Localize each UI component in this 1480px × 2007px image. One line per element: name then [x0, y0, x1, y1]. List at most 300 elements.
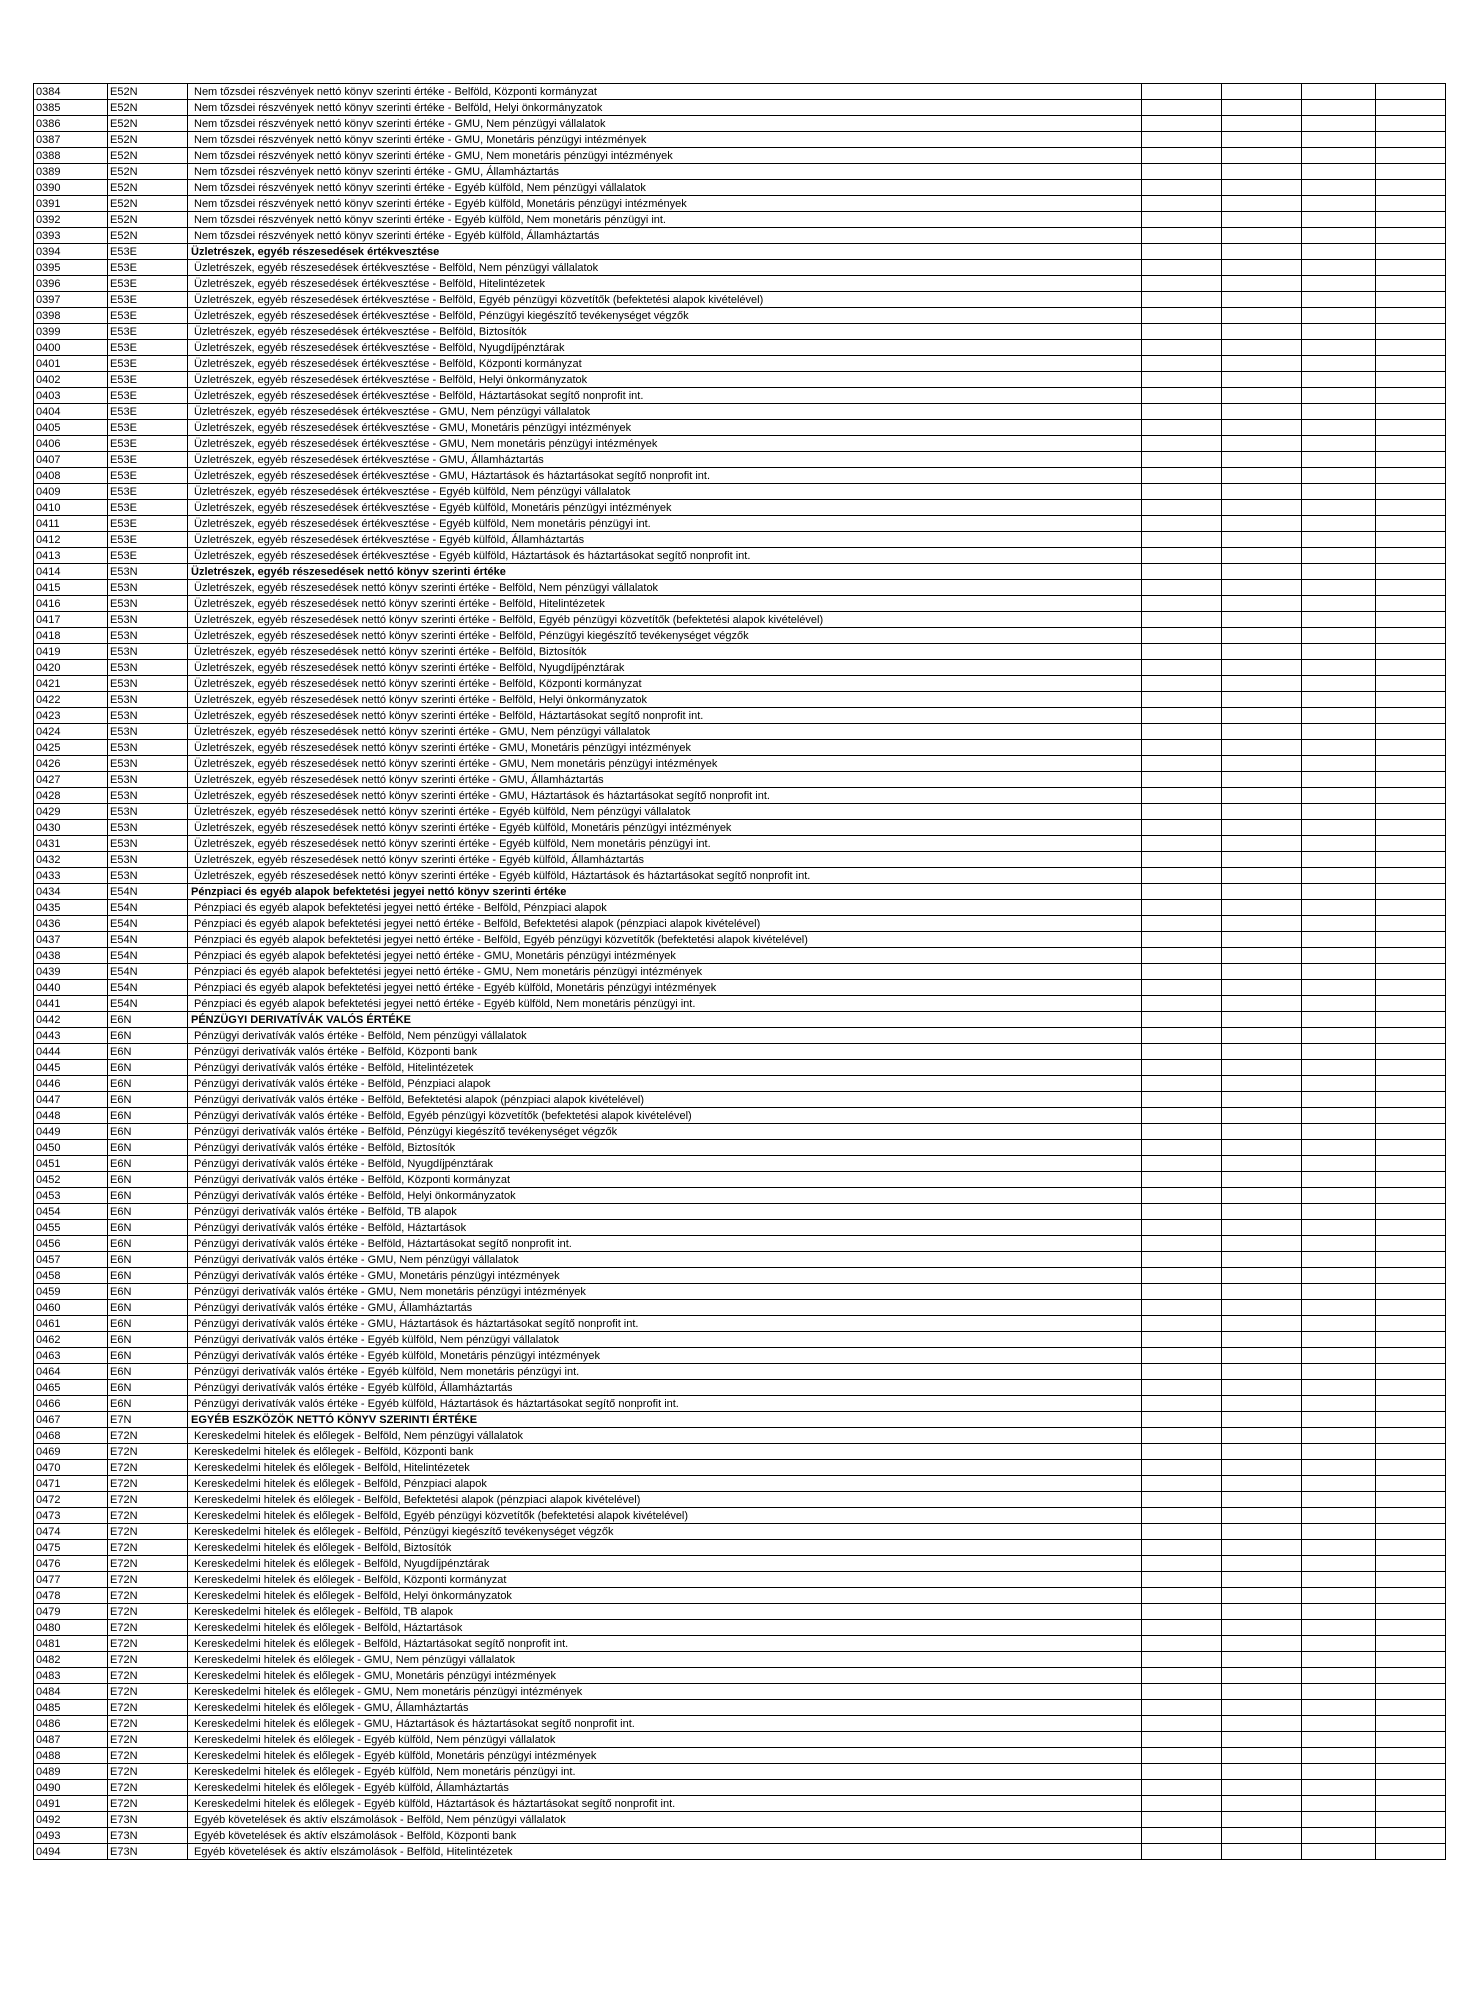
row-number: 0408	[34, 468, 108, 484]
value-cell	[1222, 564, 1302, 580]
value-cell	[1222, 548, 1302, 564]
row-code: E53N	[108, 724, 188, 740]
value-cell	[1222, 180, 1302, 196]
value-cell	[1302, 196, 1376, 212]
row-description: Pénzügyi derivatívák valós értéke - GMU, Nem monetáris pénzügyi intézmények	[188, 1284, 1142, 1300]
value-cell	[1142, 1732, 1222, 1748]
value-cell	[1302, 1684, 1376, 1700]
value-cell	[1302, 1380, 1376, 1396]
row-description: Üzletrészek, egyéb részesedések értékvesztése - Egyéb külföld, Nem pénzügyi vállalatok	[188, 484, 1142, 500]
value-cell	[1222, 228, 1302, 244]
value-cell	[1142, 1300, 1222, 1316]
value-cell	[1302, 756, 1376, 772]
table-row	[34, 420, 1446, 436]
value-cell	[1142, 228, 1222, 244]
row-number: 0459	[34, 1284, 108, 1300]
value-cell	[1302, 1732, 1376, 1748]
value-cell	[1376, 500, 1446, 516]
value-cell	[1376, 564, 1446, 580]
value-cell	[1142, 1844, 1222, 1860]
value-cell	[1376, 1220, 1446, 1236]
table-row	[34, 1188, 1446, 1204]
row-code: E53E	[108, 484, 188, 500]
row-description: Üzletrészek, egyéb részesedések nettó könyv szerinti értéke - Belföld, Nem pénzügyi vállalatok	[188, 580, 1142, 596]
value-cell	[1142, 1332, 1222, 1348]
row-description: Üzletrészek, egyéb részesedések értékvesztése - Belföld, Központi kormányzat	[188, 356, 1142, 372]
row-number: 0436	[34, 916, 108, 932]
value-cell	[1142, 372, 1222, 388]
value-cell	[1302, 644, 1376, 660]
table-row	[34, 468, 1446, 484]
value-cell	[1376, 900, 1446, 916]
value-cell	[1142, 772, 1222, 788]
value-cell	[1142, 1796, 1222, 1812]
value-cell	[1142, 1508, 1222, 1524]
table-row	[34, 1796, 1446, 1812]
row-description: Üzletrészek, egyéb részesedések értékvesztése - Belföld, Hitelintézetek	[188, 276, 1142, 292]
value-cell	[1142, 196, 1222, 212]
value-cell	[1302, 1012, 1376, 1028]
row-number: 0402	[34, 372, 108, 388]
row-code: E6N	[108, 1012, 188, 1028]
row-code: E53N	[108, 644, 188, 660]
value-cell	[1222, 724, 1302, 740]
value-cell	[1142, 404, 1222, 420]
row-description: Üzletrészek, egyéb részesedések értékvesztése - GMU, Államháztartás	[188, 452, 1142, 468]
value-cell	[1142, 1652, 1222, 1668]
row-code: E52N	[108, 100, 188, 116]
value-cell	[1376, 1172, 1446, 1188]
table-row	[34, 1716, 1446, 1732]
value-cell	[1222, 212, 1302, 228]
table-row	[34, 756, 1446, 772]
value-cell	[1376, 260, 1446, 276]
value-cell	[1376, 452, 1446, 468]
value-cell	[1376, 1540, 1446, 1556]
row-description: Kereskedelmi hitelek és előlegek - GMU, Nem monetáris pénzügyi intézmények	[188, 1684, 1142, 1700]
value-cell	[1142, 1284, 1222, 1300]
table-row	[34, 1380, 1446, 1396]
row-description: Pénzügyi derivatívák valós értéke - GMU, Nem pénzügyi vállalatok	[188, 1252, 1142, 1268]
value-cell	[1376, 148, 1446, 164]
value-cell	[1302, 244, 1376, 260]
value-cell	[1302, 100, 1376, 116]
value-cell	[1142, 324, 1222, 340]
value-cell	[1222, 196, 1302, 212]
row-number: 0456	[34, 1236, 108, 1252]
row-number: 0457	[34, 1252, 108, 1268]
row-description: Kereskedelmi hitelek és előlegek - Belföld, Helyi önkormányzatok	[188, 1588, 1142, 1604]
table-row	[34, 1300, 1446, 1316]
value-cell	[1302, 1524, 1376, 1540]
value-cell	[1376, 596, 1446, 612]
row-description: Üzletrészek, egyéb részesedések nettó könyv szerinti értéke - Belföld, Központi kormányzat	[188, 676, 1142, 692]
row-code: E6N	[108, 1140, 188, 1156]
table-row	[34, 1812, 1446, 1828]
value-cell	[1222, 1284, 1302, 1300]
value-cell	[1142, 340, 1222, 356]
value-cell	[1302, 1556, 1376, 1572]
value-cell	[1302, 1780, 1376, 1796]
row-description: Kereskedelmi hitelek és előlegek - Belföld, Háztartások	[188, 1620, 1142, 1636]
value-cell	[1302, 628, 1376, 644]
row-description: Egyéb követelések és aktív elszámolások - Belföld, Nem pénzügyi vállalatok	[188, 1812, 1142, 1828]
value-cell	[1302, 1252, 1376, 1268]
table-row	[34, 916, 1446, 932]
section-header-row	[34, 244, 1446, 260]
row-description: Üzletrészek, egyéb részesedések nettó könyv szerinti értéke - Belföld, Helyi önkormányzatok	[188, 692, 1142, 708]
value-cell	[1222, 1684, 1302, 1700]
value-cell	[1302, 884, 1376, 900]
row-code: E72N	[108, 1668, 188, 1684]
table-row	[34, 1364, 1446, 1380]
value-cell	[1222, 628, 1302, 644]
value-cell	[1222, 772, 1302, 788]
value-cell	[1376, 676, 1446, 692]
row-code: E72N	[108, 1508, 188, 1524]
row-number: 0493	[34, 1828, 108, 1844]
value-cell	[1142, 884, 1222, 900]
row-code: E54N	[108, 980, 188, 996]
value-cell	[1142, 1540, 1222, 1556]
row-number: 0484	[34, 1684, 108, 1700]
value-cell	[1222, 468, 1302, 484]
value-cell	[1302, 932, 1376, 948]
row-description: Pénzügyi derivatívák valós értéke - Egyéb külföld, Államháztartás	[188, 1380, 1142, 1396]
value-cell	[1302, 1092, 1376, 1108]
row-description: Pénzpiaci és egyéb alapok befektetési jegyei nettó értéke - GMU, Nem monetáris pénzügyi intézmények	[188, 964, 1142, 980]
row-description: Üzletrészek, egyéb részesedések értékvesztése - GMU, Nem monetáris pénzügyi intézmények	[188, 436, 1142, 452]
value-cell	[1222, 740, 1302, 756]
row-code: E72N	[108, 1444, 188, 1460]
value-cell	[1142, 548, 1222, 564]
row-description: Kereskedelmi hitelek és előlegek - Belföld, Háztartásokat segítő nonprofit int.	[188, 1636, 1142, 1652]
value-cell	[1302, 116, 1376, 132]
value-cell	[1376, 1796, 1446, 1812]
value-cell	[1376, 1524, 1446, 1540]
value-cell	[1222, 1060, 1302, 1076]
value-cell	[1376, 1124, 1446, 1140]
value-cell	[1376, 84, 1446, 100]
value-cell	[1302, 1140, 1376, 1156]
value-cell	[1222, 1140, 1302, 1156]
value-cell	[1142, 1076, 1222, 1092]
row-code: E72N	[108, 1620, 188, 1636]
value-cell	[1302, 820, 1376, 836]
value-cell	[1302, 1796, 1376, 1812]
row-number: 0447	[34, 1092, 108, 1108]
row-number: 0394	[34, 244, 108, 260]
value-cell	[1222, 1268, 1302, 1284]
row-code: E6N	[108, 1204, 188, 1220]
row-description: Nem tőzsdei részvények nettó könyv szerinti értéke - GMU, Államháztartás	[188, 164, 1142, 180]
value-cell	[1302, 228, 1376, 244]
table-row	[34, 84, 1446, 100]
table-row	[34, 868, 1446, 884]
value-cell	[1222, 788, 1302, 804]
value-cell	[1142, 628, 1222, 644]
value-cell	[1302, 1460, 1376, 1476]
row-number: 0491	[34, 1796, 108, 1812]
value-cell	[1376, 1204, 1446, 1220]
table-row	[34, 1652, 1446, 1668]
row-description: Üzletrészek, egyéb részesedések értékvesztése - GMU, Nem pénzügyi vállalatok	[188, 404, 1142, 420]
value-cell	[1222, 84, 1302, 100]
row-code: E53E	[108, 452, 188, 468]
row-code: E53N	[108, 628, 188, 644]
value-cell	[1142, 1476, 1222, 1492]
row-number: 0420	[34, 660, 108, 676]
value-cell	[1222, 1636, 1302, 1652]
value-cell	[1142, 1556, 1222, 1572]
value-cell	[1142, 244, 1222, 260]
row-number: 0464	[34, 1364, 108, 1380]
value-cell	[1142, 1588, 1222, 1604]
value-cell	[1376, 708, 1446, 724]
row-description: Kereskedelmi hitelek és előlegek - Belföld, Központi kormányzat	[188, 1572, 1142, 1588]
value-cell	[1376, 1060, 1446, 1076]
row-number: 0438	[34, 948, 108, 964]
value-cell	[1142, 644, 1222, 660]
row-number: 0472	[34, 1492, 108, 1508]
table-row	[34, 1508, 1446, 1524]
value-cell	[1222, 1812, 1302, 1828]
value-cell	[1302, 1540, 1376, 1556]
value-cell	[1376, 1332, 1446, 1348]
value-cell	[1142, 180, 1222, 196]
value-cell	[1376, 804, 1446, 820]
value-cell	[1222, 1188, 1302, 1204]
row-description: Üzletrészek, egyéb részesedések nettó könyv szerinti értéke - Egyéb külföld, Nem pénzügyi vállalatok	[188, 804, 1142, 820]
row-number: 0482	[34, 1652, 108, 1668]
row-description: Kereskedelmi hitelek és előlegek - Egyéb külföld, Államháztartás	[188, 1780, 1142, 1796]
value-cell	[1222, 1236, 1302, 1252]
row-number: 0386	[34, 116, 108, 132]
row-description: Üzletrészek, egyéb részesedések nettó könyv szerinti értéke - Egyéb külföld, Államháztartás	[188, 852, 1142, 868]
table-row	[34, 580, 1446, 596]
value-cell	[1376, 644, 1446, 660]
table-row	[34, 1028, 1446, 1044]
value-cell	[1222, 804, 1302, 820]
row-number: 0429	[34, 804, 108, 820]
row-code: E72N	[108, 1780, 188, 1796]
value-cell	[1376, 548, 1446, 564]
value-cell	[1376, 884, 1446, 900]
table-row	[34, 1092, 1446, 1108]
value-cell	[1302, 84, 1376, 100]
table-row	[34, 1332, 1446, 1348]
value-cell	[1302, 1508, 1376, 1524]
row-number: 0392	[34, 212, 108, 228]
value-cell	[1376, 628, 1446, 644]
row-number: 0481	[34, 1636, 108, 1652]
value-cell	[1142, 996, 1222, 1012]
row-number: 0388	[34, 148, 108, 164]
row-number: 0425	[34, 740, 108, 756]
value-cell	[1302, 1604, 1376, 1620]
value-cell	[1142, 436, 1222, 452]
row-number: 0478	[34, 1588, 108, 1604]
value-cell	[1302, 996, 1376, 1012]
value-cell	[1222, 964, 1302, 980]
value-cell	[1376, 1300, 1446, 1316]
value-cell	[1376, 724, 1446, 740]
value-cell	[1142, 1748, 1222, 1764]
value-cell	[1222, 276, 1302, 292]
value-cell	[1376, 1764, 1446, 1780]
value-cell	[1302, 1204, 1376, 1220]
row-description: Üzletrészek, egyéb részesedések értékvesztése - Belföld, Pénzügyi kiegészítő tevékenységet végzők	[188, 308, 1142, 324]
value-cell	[1302, 356, 1376, 372]
row-description: Pénzpiaci és egyéb alapok befektetési jegyei nettó értéke - GMU, Monetáris pénzügyi intézmények	[188, 948, 1142, 964]
row-code: E6N	[108, 1364, 188, 1380]
row-description: Kereskedelmi hitelek és előlegek - Belföld, Pénzügyi kiegészítő tevékenységet végzők	[188, 1524, 1142, 1540]
value-cell	[1222, 868, 1302, 884]
row-code: E6N	[108, 1044, 188, 1060]
value-cell	[1302, 180, 1376, 196]
value-cell	[1222, 1204, 1302, 1220]
row-number: 0486	[34, 1716, 108, 1732]
value-cell	[1222, 484, 1302, 500]
value-cell	[1376, 356, 1446, 372]
value-cell	[1222, 932, 1302, 948]
row-description: Pénzpiaci és egyéb alapok befektetési jegyei nettó értéke - Egyéb külföld, Monetáris pénzügyi intézmények	[188, 980, 1142, 996]
row-code: E53E	[108, 308, 188, 324]
row-code: E53N	[108, 820, 188, 836]
value-cell	[1142, 132, 1222, 148]
value-cell	[1302, 292, 1376, 308]
value-cell	[1376, 1444, 1446, 1460]
row-description: Pénzügyi derivatívák valós értéke - Belföld, Központi bank	[188, 1044, 1142, 1060]
value-cell	[1302, 548, 1376, 564]
table-row	[34, 1476, 1446, 1492]
table-row	[34, 532, 1446, 548]
value-cell	[1302, 1716, 1376, 1732]
value-cell	[1302, 1028, 1376, 1044]
value-cell	[1222, 1044, 1302, 1060]
row-number: 0488	[34, 1748, 108, 1764]
table-row	[34, 1444, 1446, 1460]
value-cell	[1222, 1780, 1302, 1796]
value-cell	[1222, 1172, 1302, 1188]
row-code: E53N	[108, 804, 188, 820]
row-code: E6N	[108, 1252, 188, 1268]
value-cell	[1142, 1668, 1222, 1684]
value-cell	[1142, 1620, 1222, 1636]
value-cell	[1376, 1044, 1446, 1060]
table-row	[34, 436, 1446, 452]
value-cell	[1302, 324, 1376, 340]
value-cell	[1302, 1812, 1376, 1828]
value-cell	[1142, 1124, 1222, 1140]
value-cell	[1222, 1124, 1302, 1140]
row-code: E53N	[108, 612, 188, 628]
value-cell	[1222, 580, 1302, 596]
value-cell	[1222, 372, 1302, 388]
table-row	[34, 852, 1446, 868]
value-cell	[1302, 1220, 1376, 1236]
row-description: Pénzügyi derivatívák valós értéke - GMU, Háztartások és háztartásokat segítő nonprofit int.	[188, 1316, 1142, 1332]
value-cell	[1302, 1076, 1376, 1092]
value-cell	[1142, 1268, 1222, 1284]
value-cell	[1376, 404, 1446, 420]
value-cell	[1376, 1732, 1446, 1748]
value-cell	[1142, 452, 1222, 468]
value-cell	[1376, 980, 1446, 996]
table-row	[34, 1268, 1446, 1284]
row-number: 0474	[34, 1524, 108, 1540]
table-row	[34, 1556, 1446, 1572]
row-number: 0433	[34, 868, 108, 884]
value-cell	[1376, 292, 1446, 308]
row-number: 0483	[34, 1668, 108, 1684]
value-cell	[1376, 1268, 1446, 1284]
value-cell	[1376, 308, 1446, 324]
row-code: E72N	[108, 1748, 188, 1764]
value-cell	[1376, 516, 1446, 532]
row-description: Kereskedelmi hitelek és előlegek - GMU, Monetáris pénzügyi intézmények	[188, 1668, 1142, 1684]
row-code: E52N	[108, 196, 188, 212]
row-number: 0397	[34, 292, 108, 308]
value-cell	[1142, 724, 1222, 740]
value-cell	[1376, 100, 1446, 116]
value-cell	[1142, 900, 1222, 916]
value-cell	[1376, 1844, 1446, 1860]
value-cell	[1222, 164, 1302, 180]
row-number: 0490	[34, 1780, 108, 1796]
row-description: Pénzpiaci és egyéb alapok befektetési jegyei nettó értéke - Egyéb külföld, Nem monetáris pénzügyi int.	[188, 996, 1142, 1012]
row-number: 0479	[34, 1604, 108, 1620]
table-row	[34, 1748, 1446, 1764]
row-code: E6N	[108, 1124, 188, 1140]
value-cell	[1302, 612, 1376, 628]
value-cell	[1376, 196, 1446, 212]
value-cell	[1142, 916, 1222, 932]
row-description: Pénzügyi derivatívák valós értéke - Belföld, Háztartások	[188, 1220, 1142, 1236]
value-cell	[1302, 1284, 1376, 1300]
value-cell	[1302, 340, 1376, 356]
row-description: Üzletrészek, egyéb részesedések értékvesztése - Egyéb külföld, Államháztartás	[188, 532, 1142, 548]
row-number: 0399	[34, 324, 108, 340]
row-code: E54N	[108, 884, 188, 900]
row-number: 0441	[34, 996, 108, 1012]
row-code: E53E	[108, 548, 188, 564]
row-description: Nem tőzsdei részvények nettó könyv szerinti értéke - Egyéb külföld, Nem pénzügyi vállalatok	[188, 180, 1142, 196]
value-cell	[1222, 660, 1302, 676]
value-cell	[1142, 756, 1222, 772]
row-description: Pénzpiaci és egyéb alapok befektetési jegyei nettó értéke - Belföld, Pénzpiaci alapok	[188, 900, 1142, 916]
row-description: Üzletrészek, egyéb részesedések értékvesztése - Belföld, Helyi önkormányzatok	[188, 372, 1142, 388]
row-description: Üzletrészek, egyéb részesedések nettó könyv szerinti értéke - Belföld, Nyugdíjpénztárak	[188, 660, 1142, 676]
row-description: Kereskedelmi hitelek és előlegek - GMU, Államháztartás	[188, 1700, 1142, 1716]
row-description: Kereskedelmi hitelek és előlegek - GMU, Háztartások és háztartásokat segítő nonprofit int.	[188, 1716, 1142, 1732]
row-number: 0463	[34, 1348, 108, 1364]
value-cell	[1142, 932, 1222, 948]
value-cell	[1302, 388, 1376, 404]
row-number: 0454	[34, 1204, 108, 1220]
row-code: E53N	[108, 692, 188, 708]
row-description: Pénzügyi derivatívák valós értéke - Egyéb külföld, Monetáris pénzügyi intézmények	[188, 1348, 1142, 1364]
value-cell	[1376, 1236, 1446, 1252]
row-code: E72N	[108, 1476, 188, 1492]
value-cell	[1376, 1508, 1446, 1524]
value-cell	[1376, 324, 1446, 340]
row-description: PÉNZÜGYI DERIVATÍVÁK VALÓS ÉRTÉKE	[188, 1012, 1142, 1028]
value-cell	[1302, 1300, 1376, 1316]
table-row	[34, 1204, 1446, 1220]
value-cell	[1302, 1188, 1376, 1204]
table-row	[34, 1060, 1446, 1076]
